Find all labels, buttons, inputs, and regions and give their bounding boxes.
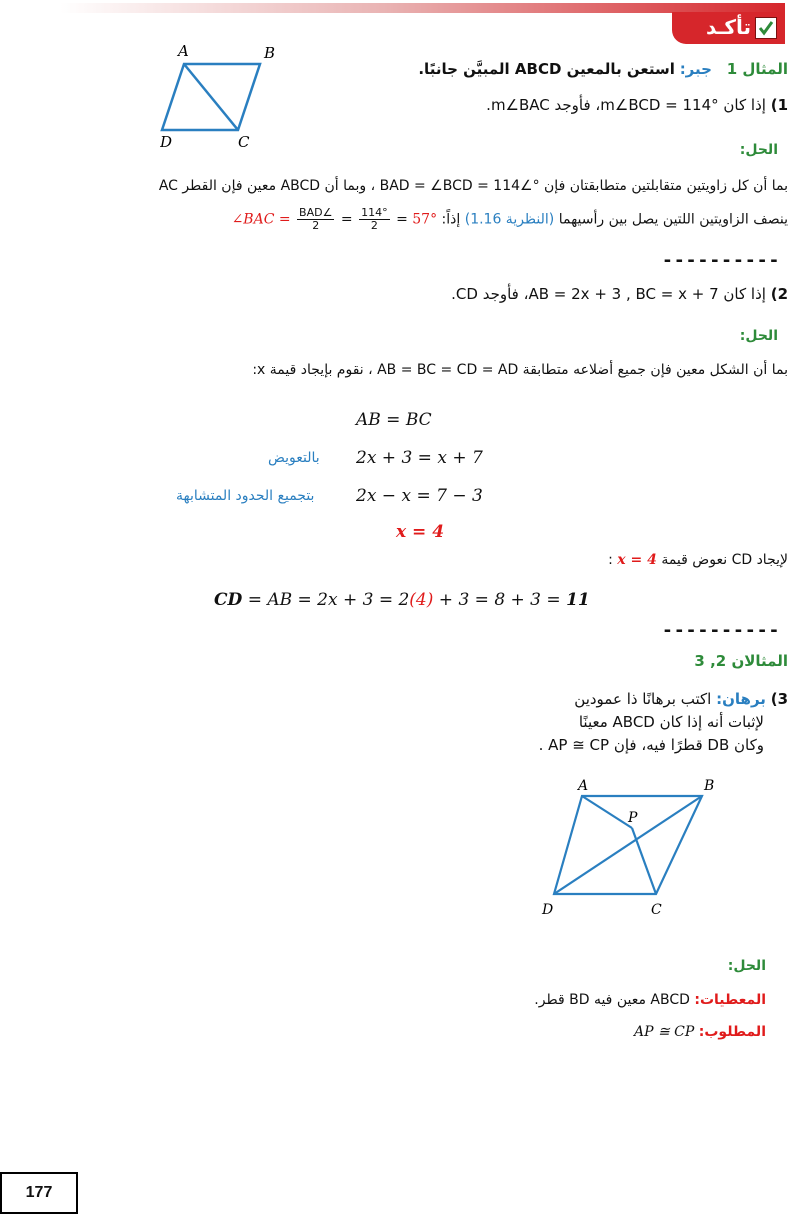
equation-2-note: بالتعويض [268,450,320,466]
solution-1-eq-sign: = [396,211,408,228]
label-D: D [160,133,173,151]
prove-label: المطلوب: [698,1024,766,1040]
check-icon [755,17,777,39]
final-part-d: + 3 = 8 + 3 = [438,590,561,610]
given-line [266,992,766,1008]
fraction-2-denominator: 2 [312,219,320,232]
final-cd: CD [214,590,243,610]
fraction-1-denominator: 2 [370,219,378,232]
find-cd-value: x = 4 [617,552,657,568]
solution-1-line-1: بما أن كل زاويتين متقابلتين متطابقتان فإن °∠BAD = ∠BCD = 114 ، وبما أن ABCD معين فإن القطر AC [158,178,788,194]
examples-2-3-label: المثالان 2, 3 [694,652,788,670]
solution-1-label: الحل: [739,142,778,158]
solution-1-line-2-text: ينصف الزاويتين اللتين يصل بين رأسيهما [558,211,788,228]
example-1-heading [318,60,788,78]
final-equation [214,590,590,610]
equation-1: AB = BC [356,410,432,430]
final-part-c: (4) [409,590,434,610]
final-part-b: = AB = 2x + 3 = 2 [247,590,410,610]
page-number: 177 [25,1184,53,1201]
equation-2: 2x + 3 = x + 7 [356,448,483,468]
rhombus-figure-2 [536,776,722,920]
header-tab [672,12,785,44]
question-3-tag: برهان: [716,690,766,708]
separator-1: ---------- [662,250,781,271]
equation-3: 2x − x = 7 − 3 [356,486,483,506]
question-3-line-3: وكان DB قطرًا فيه، فإن AP ≅ CP . [538,736,764,754]
solution-1-lhs: ∠BAC = [231,211,291,228]
fraction-114-over-2 [359,207,390,232]
label-A: A [178,44,189,60]
question-1-text: إذا كان °m∠BCD = 114، فأوجد m∠BAC. [486,96,766,114]
find-cd-text: لإيجاد CD نعوض قيمة [661,552,788,568]
solution-3-label: الحل: [727,958,766,974]
fraction-2-numerator: ∠BAD [299,206,333,219]
question-3 [468,688,788,757]
final-answer: 11 [566,590,590,610]
given-label: المعطيات: [694,992,766,1008]
label-C: C [238,133,250,151]
header-title: تأكـد [705,15,751,39]
question-2 [288,285,788,303]
fig2-label-P: P [628,810,638,826]
equation-3-note: بتجميع الحدود المتشابهة [176,488,315,504]
question-1-number: 1) [770,96,788,114]
question-2-text: إذا كان AB = 2x + 3 , BC = x + 7، فأوجد CD. [451,285,766,303]
example-1-tag: جبر: [679,60,712,78]
example-1-label: المثال 1 [726,60,788,78]
question-3-line-1 [468,688,788,711]
page-number-box [0,1172,78,1214]
question-3-line-2: لإثبات أنه إذا كان ABCD معينًا [578,713,764,731]
find-cd-line [288,552,788,568]
question-3-line-1-text: اكتب برهانًا ذا عمودين [574,690,712,708]
solution-1-then: إذاً: [441,211,461,228]
solution-1-result: 57° [412,211,438,228]
question-1 [328,96,788,114]
question-2-number: 2) [770,285,788,303]
fraction-bad-over-2 [297,207,334,232]
find-cd-end: : [608,552,613,568]
solution-1-line-2: ينصف الزاويتين اللتين يصل بين رأسيهما (النظرية 1.16) إذاً: 57° = $\frac{114^\circ}{2}$ = $\frac{\text{∠BAD}}{2}$ ∠BAC = [231,206,788,232]
theorem-reference: (النظرية 1.16) [464,211,555,228]
given-text: ABCD معين فيه BD قطر. [534,992,690,1008]
fraction-1-numerator: 114° [361,206,388,219]
rhombus-figure-1 [160,44,290,152]
fig2-label-A: A [578,778,589,794]
example-1-text: استعن بالمعين ABCD المبيَّن جانبًا. [418,60,675,78]
solution-2-intro: بما أن الشكل معين فإن جميع أضلاعه متطابقة AB = BC = CD = AD ، نقوم بإيجاد قيمة x: [252,362,788,378]
label-B: B [264,44,276,62]
fig2-label-C: C [651,902,662,918]
equation-4: x = 4 [396,522,445,542]
fig2-label-D: D [542,902,554,918]
header-bar [60,0,785,12]
prove-text: AP ≅ CP [634,1024,695,1040]
fig2-label-B: B [704,778,715,794]
question-3-number: 3) [770,690,788,708]
solution-2-label: الحل: [739,328,778,344]
separator-2: ---------- [662,620,781,641]
prove-line [266,1024,766,1040]
